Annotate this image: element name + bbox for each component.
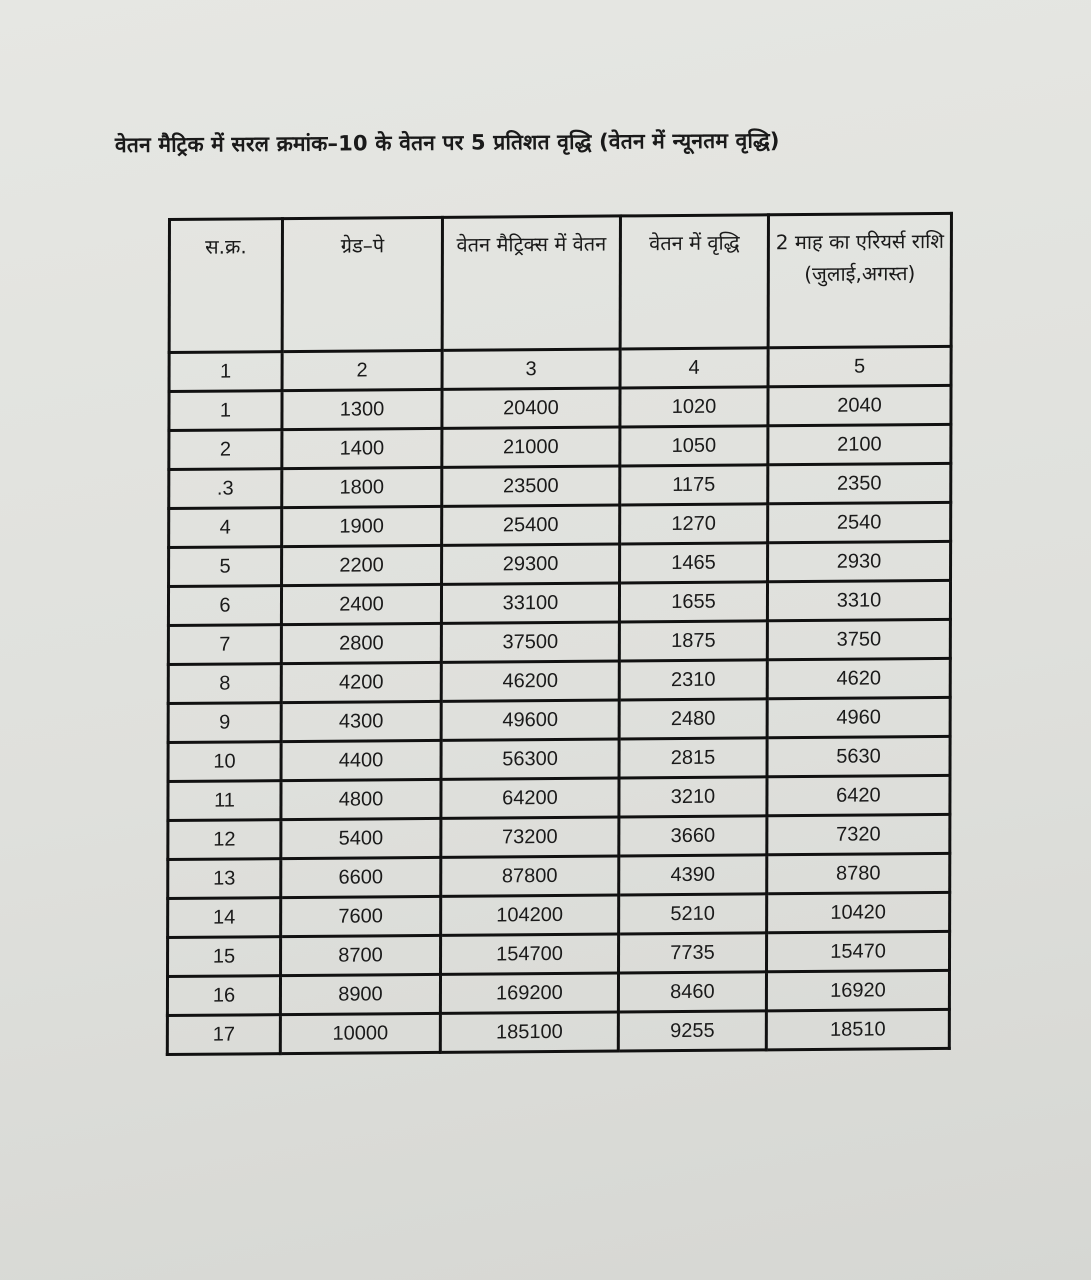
cell-arrears: 4620 (767, 658, 950, 698)
cell-arrears: 5630 (767, 736, 950, 776)
table-row (169, 541, 951, 586)
cell-serial-no: 13 (168, 859, 281, 899)
header-arrears: 2 माह का एरियर्स राशि (जुलाई,अगस्त) (768, 213, 951, 347)
table-row (167, 1009, 949, 1054)
cell-grade-pay: 8700 (281, 935, 441, 975)
table-row (168, 931, 950, 976)
cell-serial-no: 8 (168, 664, 281, 704)
cell-arrears: 3750 (767, 619, 950, 659)
cell-matrix-pay: 185100 (440, 1012, 618, 1052)
header-matrix-pay: वेतन मैट्रिक्स में वेतन (442, 216, 620, 350)
header-increment: वेतन में वृद्धि (620, 215, 768, 349)
cell-increment: 1050 (620, 426, 768, 466)
cell-matrix-pay: 21000 (442, 427, 620, 467)
cell-increment: 2815 (619, 738, 767, 778)
cell-serial-no: 17 (167, 1015, 280, 1055)
cell-serial-no: 15 (168, 937, 281, 977)
table-row (168, 736, 950, 781)
cell-arrears: 7320 (767, 814, 950, 854)
cell-increment: 1020 (620, 387, 768, 427)
cell-matrix-pay: 87800 (441, 856, 619, 896)
cell-increment: 7735 (619, 933, 767, 973)
table-row (168, 775, 950, 820)
cell-matrix-pay: 73200 (441, 817, 619, 857)
cell-matrix-pay: 56300 (441, 739, 619, 779)
cell-grade-pay: 4300 (281, 701, 441, 741)
cell-matrix-pay: 37500 (441, 622, 619, 662)
cell-serial-no: 5 (169, 547, 282, 587)
cell-serial-no: 10 (168, 742, 281, 782)
cell-increment: 1655 (619, 582, 767, 622)
cell-increment: 9255 (618, 1011, 766, 1051)
cell-arrears: 10420 (767, 892, 950, 932)
cell-grade-pay: 1900 (282, 506, 442, 546)
cell-serial-no: 14 (168, 898, 281, 938)
cell-grade-pay: 2800 (281, 623, 441, 663)
table-row (168, 814, 950, 859)
table-row (168, 619, 950, 664)
cell-increment: 1465 (620, 543, 768, 583)
cell-increment: 5210 (619, 894, 767, 934)
table-row (168, 580, 950, 625)
cell-grade-pay: 4400 (281, 740, 441, 780)
cell-arrears: 18510 (766, 1009, 949, 1049)
cell-arrears: 2350 (768, 463, 951, 503)
cell-arrears: 16920 (766, 970, 949, 1010)
cell-serial-no: 9 (168, 703, 281, 743)
cell-matrix-pay: 49600 (441, 700, 619, 740)
table-row (168, 697, 950, 742)
cell-arrears: 8780 (767, 853, 950, 893)
cell-increment: 8460 (618, 972, 766, 1012)
cell-arrears: 4960 (767, 697, 950, 737)
table-row (168, 853, 950, 898)
cell-arrears: 3310 (767, 580, 950, 620)
cell-serial-no: .3 (169, 469, 282, 509)
cell-arrears: 2540 (768, 502, 951, 542)
table-row (169, 502, 951, 547)
column-number: 3 (442, 349, 620, 389)
cell-grade-pay: 2200 (282, 545, 442, 585)
column-number-row (169, 346, 951, 391)
table-row (169, 385, 951, 430)
cell-grade-pay: 10000 (280, 1013, 440, 1053)
cell-grade-pay: 5400 (281, 818, 441, 858)
table-row (167, 970, 949, 1015)
cell-grade-pay: 1400 (282, 428, 442, 468)
cell-serial-no: 11 (168, 781, 281, 821)
cell-grade-pay: 1300 (282, 389, 442, 429)
table-row (169, 463, 951, 508)
column-number: 1 (169, 352, 282, 392)
cell-serial-no: 6 (168, 586, 281, 626)
cell-increment: 4390 (619, 855, 767, 895)
cell-matrix-pay: 64200 (441, 778, 619, 818)
header-grade-pay: ग्रेड–पे (282, 217, 442, 351)
cell-increment: 2310 (619, 660, 767, 700)
cell-increment: 1875 (619, 621, 767, 661)
cell-matrix-pay: 33100 (441, 583, 619, 623)
cell-matrix-pay: 25400 (442, 505, 620, 545)
column-number: 4 (620, 348, 768, 388)
table-row (168, 892, 950, 937)
cell-grade-pay: 6600 (281, 857, 441, 897)
table-row (169, 424, 951, 469)
cell-grade-pay: 2400 (281, 584, 441, 624)
cell-increment: 1175 (620, 465, 768, 505)
cell-matrix-pay: 104200 (441, 895, 619, 935)
table-header-row (169, 213, 951, 352)
cell-grade-pay: 4800 (281, 779, 441, 819)
cell-arrears: 2040 (768, 385, 951, 425)
cell-arrears: 2930 (768, 541, 951, 581)
cell-increment: 3210 (619, 777, 767, 817)
cell-matrix-pay: 29300 (442, 544, 620, 584)
document-title: वेतन मैट्रिक में सरल क्रमांक–10 के वेतन पर 5 प्रतिशत वृद्धि (वेतन में न्यूनतम वृद्धि) (114, 128, 780, 158)
cell-serial-no: 4 (169, 508, 282, 548)
cell-arrears: 15470 (766, 931, 949, 971)
column-number: 5 (768, 346, 951, 386)
salary-increment-table (166, 212, 953, 1056)
cell-matrix-pay: 20400 (442, 388, 620, 428)
table-row (168, 658, 950, 703)
cell-grade-pay: 8900 (280, 974, 440, 1014)
cell-matrix-pay: 23500 (442, 466, 620, 506)
cell-grade-pay: 1800 (282, 467, 442, 507)
cell-serial-no: 1 (169, 391, 282, 431)
cell-arrears: 6420 (767, 775, 950, 815)
column-number: 2 (282, 350, 442, 390)
cell-serial-no: 7 (168, 625, 281, 665)
cell-matrix-pay: 46200 (441, 661, 619, 701)
cell-serial-no: 12 (168, 820, 281, 860)
cell-grade-pay: 7600 (281, 896, 441, 936)
cell-arrears: 2100 (768, 424, 951, 464)
cell-matrix-pay: 169200 (440, 973, 618, 1013)
cell-serial-no: 2 (169, 430, 282, 470)
header-serial-no: स.क्र. (169, 219, 282, 353)
cell-increment: 3660 (619, 816, 767, 856)
cell-serial-no: 16 (167, 976, 280, 1016)
cell-matrix-pay: 154700 (441, 934, 619, 974)
cell-increment: 2480 (619, 699, 767, 739)
cell-increment: 1270 (620, 504, 768, 544)
cell-grade-pay: 4200 (281, 662, 441, 702)
